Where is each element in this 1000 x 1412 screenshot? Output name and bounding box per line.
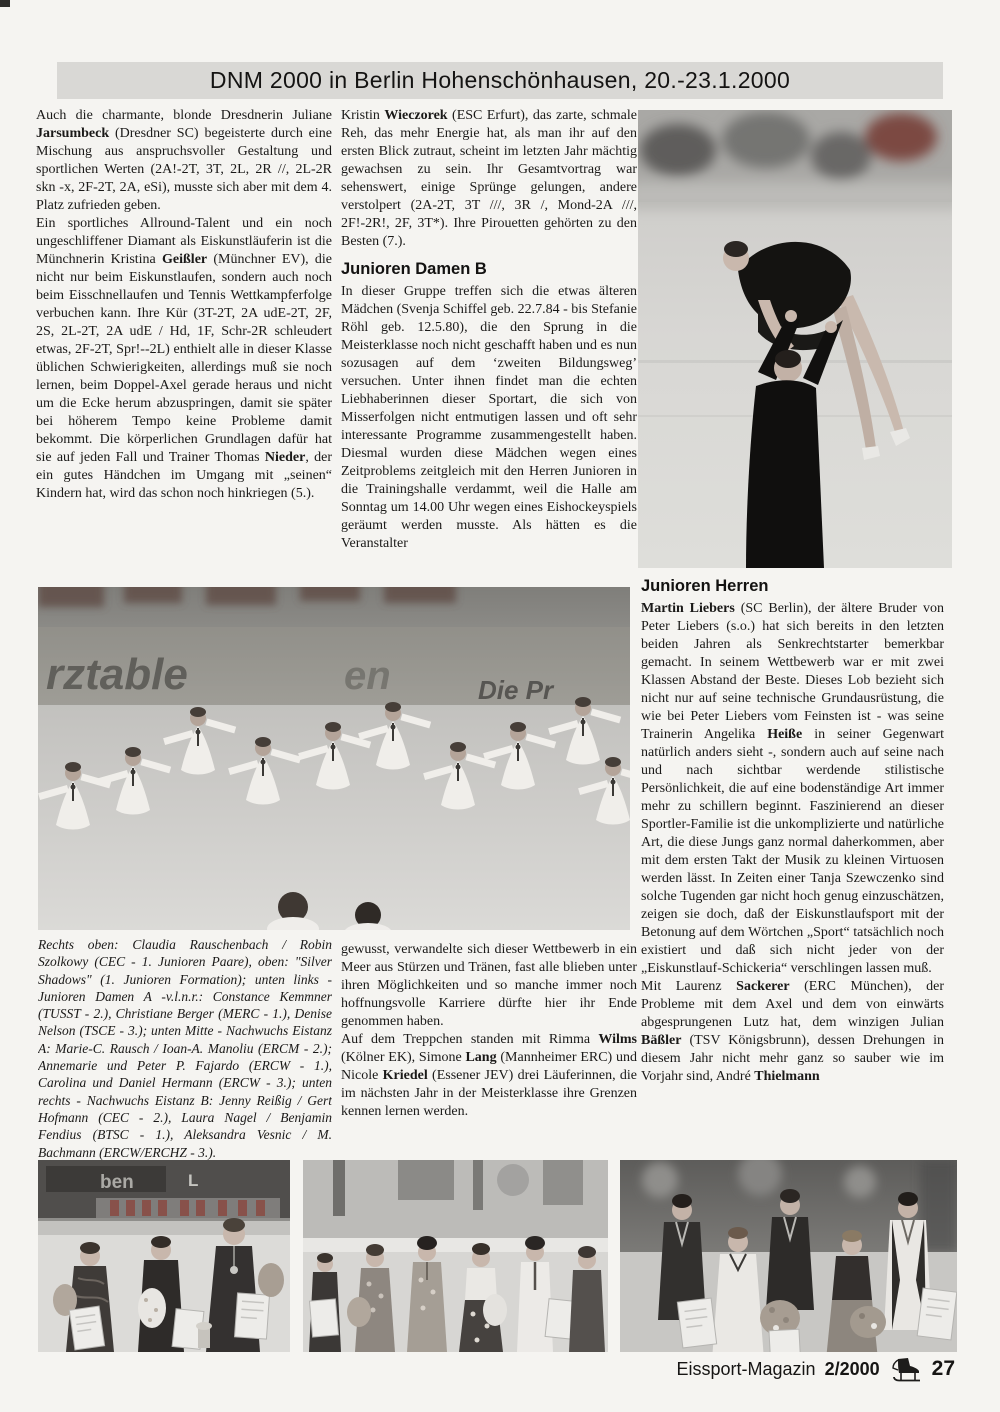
rink-board-text: L (188, 1171, 199, 1190)
scan-artifact (0, 0, 10, 7)
magazine-name: Eissport-Magazin (676, 1358, 816, 1379)
rink-board-text: ben (100, 1172, 134, 1193)
photo-pair-lift-rauschenbach-szolkowy (638, 110, 952, 568)
heading-junioren-herren: Junioren Herren (641, 577, 769, 595)
photo-podium-nachwuchs-eistanz-a (303, 1160, 608, 1352)
paragraph-wieczorek: Kristin Wieczorek (ESC Erfurt), das zarte, schmale Reh, das mehr Energie hat, als man ihr auf den ersten Blick zutraut, scheint im letzten Jahr mächtig gewachsen zu sein. Ihr Gesamtvortrag war sehenswert, einige Sprünge gelungen, andere verstolpert (2A-2T, 3T ///, 3R /, Mond-2A ///, 2F!-2R!, 2F, 3T*). Ihre Pirouetten gehörten zu den Besten (7.). (341, 108, 637, 249)
heading-junioren-damen-b: Junioren Damen B (341, 260, 487, 278)
paragraph-damen-b: In dieser Gruppe treffen sich die etwas älteren Mädchen (Svenja Schiffel geb. 22.7.84 - bis Stefanie Röhl geb. 12.5.80), die den Sprung in die Meisterklasse noch nicht geschafft haben und es nun sozusagen auf dem ‘zweiten Bildungsweg’ versuchen. Unter ihnen findet man die echten Liebhaberinnen dieser Sportart, die sich von Misserfolgen nicht entmutigen lassen und oft sehr interessante Programme zusammengestellt haben. Diesmal wurden diese Mädchen wegen eines Zeitproblems zeitgleich mit den Herren Junioren in die Trainingshalle verdammt, weil die Halle am Sonntag um 14.00 Uhr wegen eines Eishockeyspiels geräumt werden musste. Als hätten es die Veranstalter (341, 284, 637, 551)
paragraph-jarsumbeck: Auch die charmante, blonde Dresdnerin Juliane Jarsumbeck (Dresdner SC) begeisterte durch eine Mischung aus anspruchsvoller Gestaltung und sportlichen Werten (2A!-2T, 3T, 2L, 2R //, 2L-2R skn -x, 2F-2T, 2A, eSi), musste sich aber mit dem 4. Platz zufrieden geben. (36, 108, 332, 213)
red-banner-letters (110, 1200, 265, 1216)
column-left (36, 107, 332, 587)
column-right (641, 577, 944, 1161)
photo-podium-nachwuchs-eistanz-b (620, 1160, 957, 1352)
paragraph-geissler: Ein sportliches Allround-Talent und ein noch ungeschliffener Diamant als Eiskunstläuferin ist die Münchnerin Kristina Geißler (Münchner EV), die nicht nur beim Eiskunstlaufen, sondern auch noch beim Eisschnellaufen und Tennis Wettkampferfolge verbuchen kann. Ihre Kür (3T-2T, 2A udE-2T, 2F, 2S, 2L-2T, 2A udE / Hd, 1F, Schr-2R schleudert etwas, 2F-2T, Spr!--2L) enthielt alle in dieser Klasse üblichen Schwierigkeiten, allerdings muß sie noch lernen, beim Doppel-Axel gerade heraus und nicht um die Ecke herum abzuspringen, damit sie später bei höherem Tempo keine Probleme damit bekommt. Die körperlichen Grundlagen dafür hat sie auf jeden Fall und Trainer Thomas Nieder, der ein gutes Händchen im Umgang mit „seinen“ Kindern hat, wird das schon noch hinkriegen (5.). (36, 216, 332, 501)
page-footer (500, 1354, 955, 1384)
ad-board-text: en (344, 654, 391, 698)
paragraph-liebers: Martin Liebers (SC Berlin), der ältere Bruder von Peter Liebers (s.o.) hat sich bereits in den letzten beiden Jahren als Senkrechtstarter bemerkbar gemacht. In seinem Wettbewerb war er mit zwei Klassen Abstand der Beste. Dieses Lob bezieht sich nicht nur auf seine technische Grundausrüstung, die wie bei Peter Liebers vom Feinsten ist - was seine Trainerin Angelika Heiße in seiner Gegenwart natürlich anders sieht -, sondern auch auf seine nach und nach sichtbar werdende stilistische Persönlichkeit, die auf eine bodenständige Art immer mehr zu schillern beginnt. Faszinierend an dieser Sportler-Familie ist die unkomplizierte und natürliche Art, die diese Jungs ganz normal daherkommen, aber mit dem ersten Takt der Musik zu kleinen Virtuosen werden lässt. In Zeiten einer Tanja Szewczenko sind solche Tugenden gar nicht hoch genug einzuschätzen, zeigen sie doch, daß der Eiskunstlaufsport mit der Betonung auf dem Wörtchen „Sport“ tatsächlich noch existiert und daß sich nicht jeder von der „Eiskunstlauf-Schickeria“ verschlingen lassen muß. (641, 601, 944, 976)
issue-number: 2/2000 (824, 1358, 880, 1379)
skate-logo-icon (889, 1356, 923, 1383)
article-title: DNM 2000 in Berlin Hohenschönhausen, 20.-23.1.2000 (209, 67, 791, 93)
photo-podium-junioren-damen-a (38, 1160, 290, 1352)
column-middle-lower (341, 941, 637, 1160)
paragraph-sackerer: Mit Laurenz Sackerer (ERC München), der Probleme mit dem Axel und dem von einwärts abgesprungenen Lutz hat, dem winzigen Julian Bäßler (TSV Königsbrunn), dessen Drehungen in diesem Jahr nicht mehr ganz so sauber wie im Vorjahr sind, André Thielmann (641, 979, 944, 1084)
ad-board-text: rztable (46, 650, 188, 699)
paragraph-wettbewerb: gewusst, verwandelte sich dieser Wettbewerb in ein Meer aus Stürzen und Tränen, fast alle blieben unter ihren Möglichkeiten und so manche immer noch hoffnungsvolle Karriere dürfte hier ihr Ende genommen haben. (341, 942, 637, 1029)
column-middle-upper (341, 107, 637, 589)
paragraph-treppchen: Auf dem Treppchen standen mit Rimma Wilms (Kölner EK), Simone Lang (Mannheimer ERC) und Nicole Kriedel (Essener JEV) drei Läuferinnen, die im nächsten Jahr in der Meisterklasse ihre Grenzen kennen lernen werden. (341, 1032, 637, 1119)
photo-formation-silver-shadows (38, 587, 630, 930)
photo-caption: Rechts oben: Claudia Rauschenbach / Robin Szolkowy (CEC - 1. Junioren Paare), oben: "Silver Shadows" (1. Junioren Formation); unten links - Junioren Damen A -v.l.n.r.: Constance Kemmner (TUSST - 2.), Christiane Berger (MERC - 1.), Denise Nelson (TSCE - 3.); unten Mitte - Nachwuchs Eistanz A: Marie-C. Rausch / Ioan-A. Manoliu (ERCM - 2.); Annemarie und Peter P. Fajardo (ERCW - 1.), Carolina und Daniel Hermann (ERCW - 3.); unten rechts - Nachwuchs Eistanz B: Jenny Reißig / Gert Hofmann (CEC - 2.), Laura Nagel / Benjamin Fendius (BTSC - 1.), Aleksandra Vesnic / M. Bachmann (ERCW/ERCHZ - 3.). (38, 937, 332, 1160)
article-title-banner (57, 62, 943, 99)
ad-board-text: Die Pr (478, 675, 554, 705)
page-number: 27 (931, 1357, 955, 1380)
